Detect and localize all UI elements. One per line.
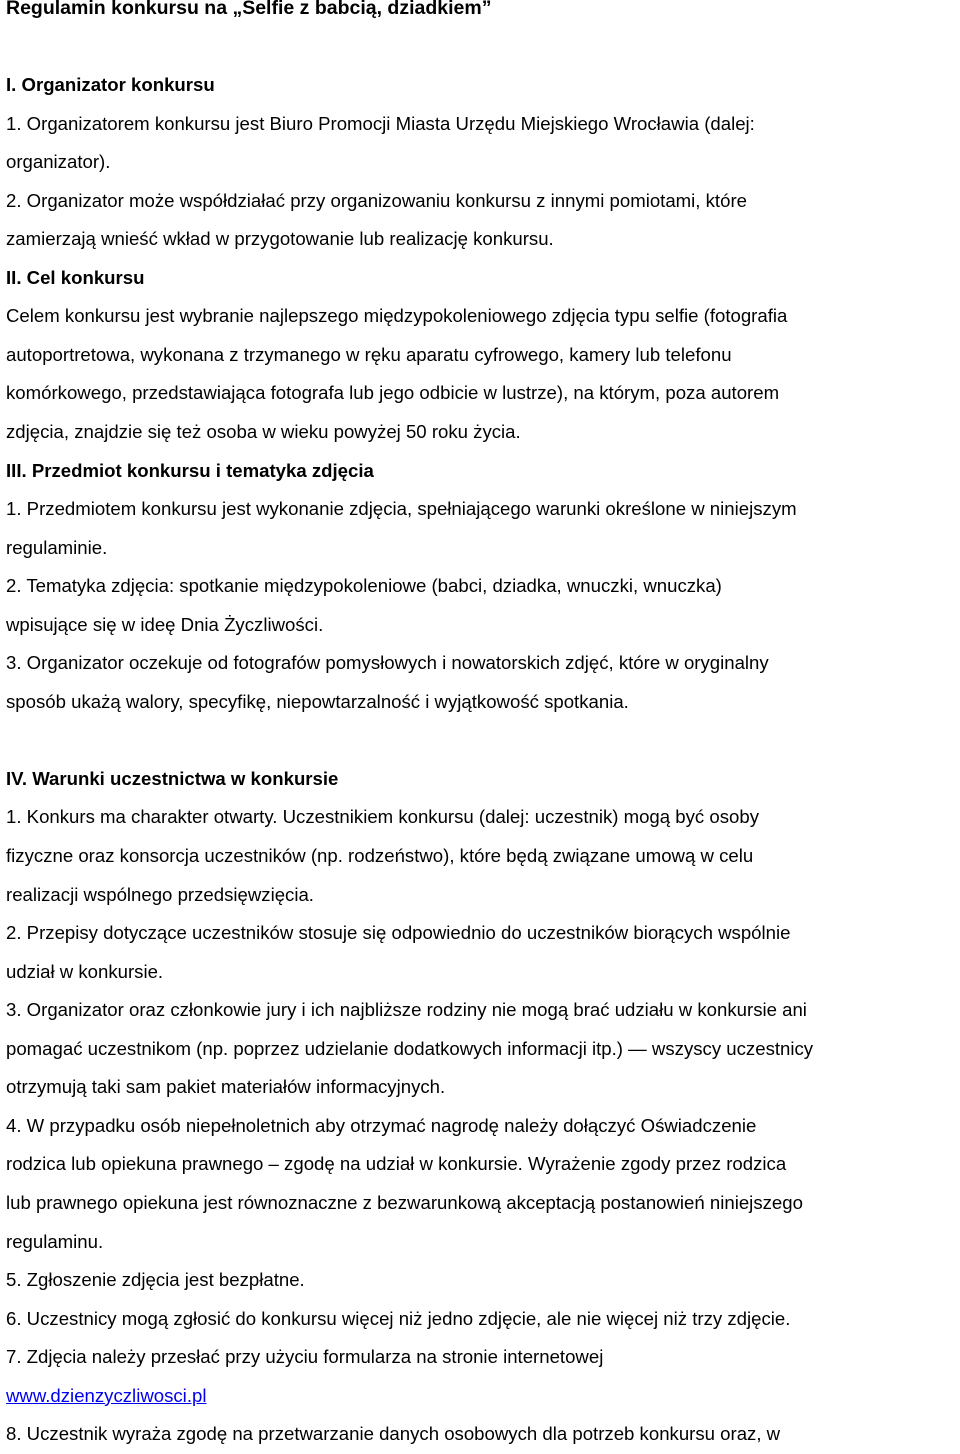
paragraph-line: wpisujące się w ideę Dnia Życzliwości. bbox=[6, 613, 324, 635]
paragraph-line: 2. Przepisy dotyczące uczestników stosuje się odpowiednio do uczestników biorących wspólnie bbox=[6, 922, 791, 944]
paragraph-line: Celem konkursu jest wybranie najlepszego międzypokoleniowego zdjęcia typu selfie (fotografia bbox=[6, 305, 788, 327]
paragraph-line: 4. W przypadku osób niepełnoletnich aby otrzymać nagrodę należy dołączyć Oświadczenie bbox=[6, 1114, 757, 1136]
paragraph-line: fizyczne oraz konsorcja uczestników (np. rodzeństwo), które będą związane umową w celu bbox=[6, 845, 754, 867]
blank-line bbox=[6, 28, 960, 67]
regulations-document bbox=[6, 0, 960, 1454]
paragraph-line: otrzymują taki sam pakiet materiałów informacyjnych. bbox=[6, 1076, 446, 1098]
paragraph-line: udział w konkursie. bbox=[6, 960, 164, 982]
paragraph-line: 2. Tematyka zdjęcia: spotkanie międzypokoleniowe (babci, dziadka, wnuczki, wnuczka) bbox=[6, 575, 722, 597]
section-heading-goal: II. Cel konkursu bbox=[6, 266, 145, 288]
paragraph-line: organizator). bbox=[6, 151, 111, 173]
paragraph-line: 7. Zdjęcia należy przesłać przy użyciu formularza na stronie internetowej bbox=[6, 1346, 604, 1368]
paragraph-line: sposób ukażą walory, specyfikę, niepowtarzalność i wyjątkowość spotkania. bbox=[6, 690, 629, 712]
paragraph-line: 1. Przedmiotem konkursu jest wykonanie zdjęcia, spełniającego warunki określone w niniejszym bbox=[6, 498, 797, 520]
paragraph-line: 3. Organizator oczekuje od fotografów pomysłowych i nowatorskich zdjęć, które w oryginalny bbox=[6, 652, 769, 674]
paragraph-line: 6. Uczestnicy mogą zgłosić do konkursu więcej niż jedno zdjęcie, ale nie więcej niż trzy zdjęcie. bbox=[6, 1307, 791, 1329]
paragraph-line: realizacji wspólnego przedsięwzięcia. bbox=[6, 883, 314, 905]
paragraph-line: pomagać uczestnikom (np. poprzez udzielanie dodatkowych informacji itp.) — wszyscy uczestnicy bbox=[6, 1037, 814, 1059]
paragraph-line: zdjęcia, znajdzie się też osoba w wieku powyżej 50 roku życia. bbox=[6, 421, 521, 443]
paragraph-line: regulaminie. bbox=[6, 536, 108, 558]
paragraph-line: 5. Zgłoszenie zdjęcia jest bezpłatne. bbox=[6, 1269, 305, 1291]
section-heading-organizer: I. Organizator konkursu bbox=[6, 74, 215, 96]
paragraph-line: zamierzają wnieść wkład w przygotowanie lub realizację konkursu. bbox=[6, 228, 554, 250]
section-heading-subject: III. Przedmiot konkursu i tematyka zdjęcia bbox=[6, 459, 374, 481]
paragraph-line: komórkowego, przedstawiająca fotografa lub jego odbicie w lustrze), na którym, poza autorem bbox=[6, 382, 780, 404]
paragraph-line bbox=[6, 1377, 960, 1416]
paragraph-line: regulaminu. bbox=[6, 1230, 104, 1252]
website-link[interactable]: www.dzienzyczliwosci.pl bbox=[6, 1384, 207, 1406]
blank-line bbox=[6, 721, 960, 760]
section-heading-participation: IV. Warunki uczestnictwa w konkursie bbox=[6, 767, 339, 789]
paragraph-line: 3. Organizator oraz członkowie jury i ich najbliższe rodziny nie mogą brać udziału w konkursie ani bbox=[6, 999, 807, 1021]
paragraph-line: 1. Konkurs ma charakter otwarty. Uczestnikiem konkursu (dalej: uczestnik) mogą być osoby bbox=[6, 806, 760, 828]
document-title: Regulamin konkursu na „Selfie z babcią, dziadkiem” bbox=[6, 0, 492, 19]
paragraph-line: rodzica lub opiekuna prawnego – zgodę na udział w konkursie. Wyrażenie zgody przez rodzica bbox=[6, 1153, 787, 1175]
paragraph-line: 2. Organizator może współdziałać przy organizowaniu konkursu z innymi pomiotami, które bbox=[6, 189, 747, 211]
paragraph-line: lub prawnego opiekuna jest równoznaczne z bezwarunkową akceptacją postanowień niniejszego bbox=[6, 1191, 803, 1213]
paragraph-line: 8. Uczestnik wyraża zgodę na przetwarzanie danych osobowych dla potrzeb konkursu oraz, w bbox=[6, 1423, 781, 1445]
paragraph-line: autoportretowa, wykonana z trzymanego w ręku aparatu cyfrowego, kamery lub telefonu bbox=[6, 343, 732, 365]
paragraph-line: 1. Organizatorem konkursu jest Biuro Promocji Miasta Urzędu Miejskiego Wrocławia (dalej: bbox=[6, 112, 755, 134]
